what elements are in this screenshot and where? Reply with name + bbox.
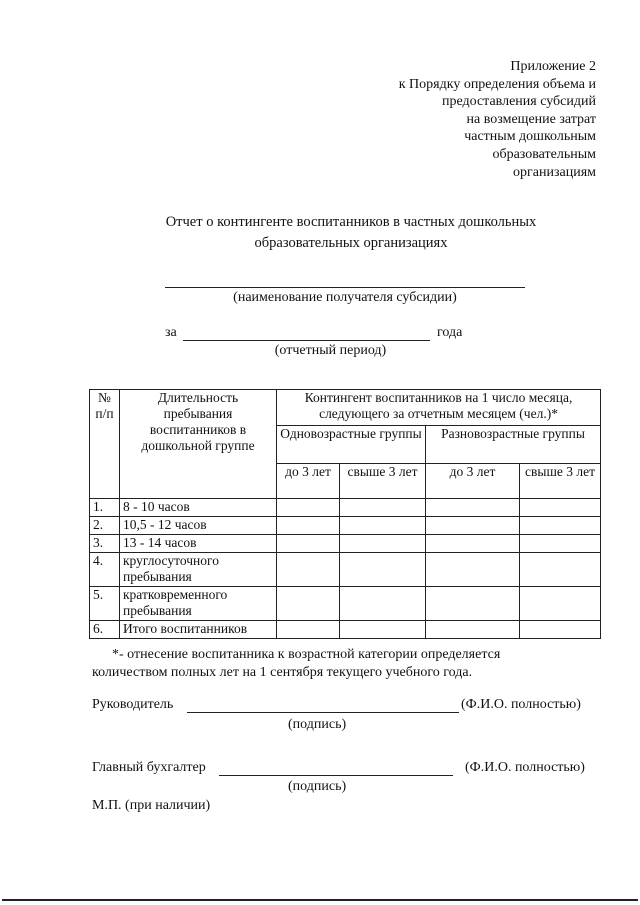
appendix-line: на возмещение затрат	[466, 111, 596, 127]
cell-input[interactable]	[340, 621, 426, 639]
appendix-line: к Порядку определения объема и	[398, 76, 596, 92]
cell-input[interactable]	[277, 553, 340, 587]
row-label: 8 - 10 часов	[120, 499, 277, 517]
cell-input[interactable]	[277, 499, 340, 517]
appendix-line: предоставления субсидий	[441, 94, 596, 110]
cell-input[interactable]	[277, 587, 340, 621]
row-num: 4.	[90, 553, 120, 587]
row-label: круглосуточного пребывания	[120, 553, 277, 587]
header-duration: Длительность пребывания воспитанников в дошкольной группе	[120, 390, 277, 499]
appendix-line: частным дошкольным	[464, 129, 596, 145]
row-label: 10,5 - 12 часов	[120, 517, 277, 535]
cell-input[interactable]	[426, 535, 520, 553]
row-label: 13 - 14 часов	[120, 535, 277, 553]
table-row	[90, 587, 601, 621]
table-row	[90, 499, 601, 517]
footnote-line: количеством полных лет на 1 сентября текущего учебного года.	[92, 665, 473, 680]
cell-input[interactable]	[340, 553, 426, 587]
cell-input[interactable]	[340, 499, 426, 517]
head-signature-field[interactable]	[187, 712, 459, 713]
cell-input[interactable]	[426, 621, 520, 639]
accountant-signature-field[interactable]	[219, 775, 453, 776]
cell-input[interactable]	[520, 517, 601, 535]
table-row	[90, 517, 601, 535]
header-under3: до 3 лет	[277, 464, 340, 499]
row-num: 2.	[90, 517, 120, 535]
header-num: № п/п	[90, 390, 120, 499]
report-title-line: образовательных организациях	[254, 235, 448, 251]
head-label: Руководитель	[92, 697, 174, 712]
cell-input[interactable]	[426, 499, 520, 517]
recipient-name-field[interactable]	[165, 287, 525, 288]
appendix-line: Приложение 2	[510, 59, 596, 74]
row-num: 1.	[90, 499, 120, 517]
period-field[interactable]	[183, 340, 430, 341]
cell-input[interactable]	[426, 553, 520, 587]
cell-input[interactable]	[520, 621, 601, 639]
table-row	[90, 535, 601, 553]
cell-input[interactable]	[277, 621, 340, 639]
table-row	[90, 553, 601, 587]
row-num: 3.	[90, 535, 120, 553]
period-caption: (отчетный период)	[274, 343, 387, 358]
cell-input[interactable]	[277, 535, 340, 553]
cell-input[interactable]	[426, 587, 520, 621]
stamp-label: М.П. (при наличии)	[92, 798, 211, 813]
cell-input[interactable]	[520, 587, 601, 621]
report-title-line: Отчет о контингенте воспитанников в частных дошкольных	[165, 214, 537, 230]
row-label: Итого воспитанников	[120, 621, 277, 639]
cell-input[interactable]	[340, 587, 426, 621]
row-num: 5.	[90, 587, 120, 621]
head-signature-caption: (подпись)	[288, 717, 347, 732]
header-mixed-age: Разновозрастные группы	[426, 426, 601, 464]
accountant-fio-label: (Ф.И.О. полностью)	[465, 760, 585, 775]
cell-input[interactable]	[520, 499, 601, 517]
header-over3: свыше 3 лет	[340, 464, 426, 499]
header-same-age: Одновозрастные группы	[277, 426, 426, 464]
period-suffix: года	[437, 325, 463, 340]
appendix-header	[399, 58, 596, 181]
row-label: кратковременного пребывания	[120, 587, 277, 621]
footnote-line: *- отнесение воспитанника к возрастной категории определяется	[112, 647, 501, 662]
appendix-line: организациям	[513, 164, 596, 180]
period-prefix: за	[165, 325, 177, 340]
cell-input[interactable]	[426, 517, 520, 535]
cell-input[interactable]	[277, 517, 340, 535]
cell-input[interactable]	[340, 517, 426, 535]
cell-input[interactable]	[520, 553, 601, 587]
page-bottom-rule	[2, 899, 638, 901]
row-num: 6.	[90, 621, 120, 639]
accountant-signature-caption: (подпись)	[288, 779, 347, 794]
recipient-caption: (наименование получателя субсидии)	[233, 290, 457, 305]
cell-input[interactable]	[520, 535, 601, 553]
appendix-line: образовательным	[492, 146, 596, 162]
contingent-table	[89, 389, 601, 639]
table-row	[90, 621, 601, 639]
report-title	[0, 212, 640, 254]
footnote	[92, 646, 598, 682]
accountant-label: Главный бухгалтер	[92, 760, 206, 775]
header-contingent: Контингент воспитанников на 1 число месяца, следующего за отчетным месяцем (чел.)*	[277, 390, 601, 426]
header-over3-mixed: свыше 3 лет	[520, 464, 601, 499]
header-under3-mixed: до 3 лет	[426, 464, 520, 499]
cell-input[interactable]	[340, 535, 426, 553]
head-fio-label: (Ф.И.О. полностью)	[461, 697, 581, 712]
